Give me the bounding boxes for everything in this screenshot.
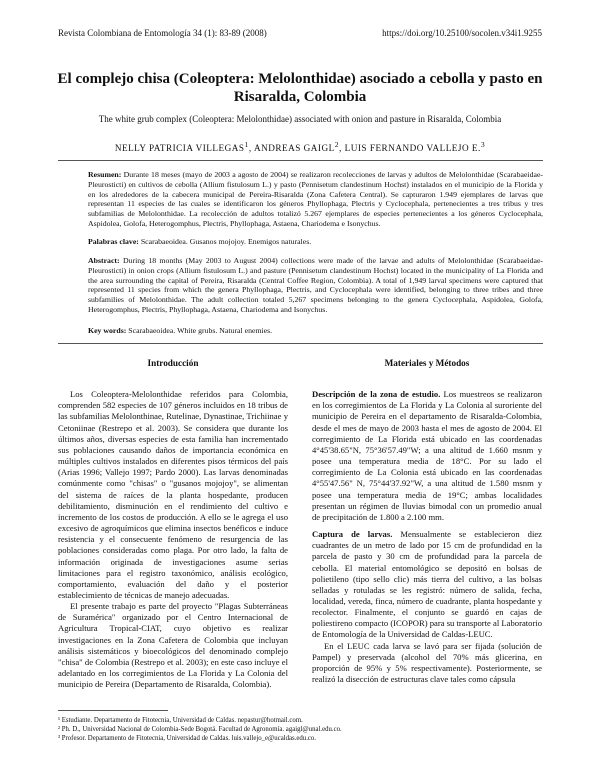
author-1: NELLY PATRICIA VILLEGAS [114,143,245,154]
journal-citation: Revista Colombiana de Entomología 34 (1): 83-89 (2008) [58,28,267,38]
study-area-text: Los muestreos se realizaron en los corregimientos de La Florida y La Colonia al suroriente del municipio de Pereira en el departamento de Risaralda-Colombia, desde el mes de mayo de 2003 hasta el mes de agosto de 2004. El corregimiento de La Florida está ubicado en las coordenadas 4°45'38.65"N, 75°36'57.49"W; a una altitud de 1.660 msnm y posee una temperatura media de 18°C. Por su lado el corregimiento de La Colonia está ubicado en las coordenadas 4°55'47.56" N, 75°44'37.92"W, a una altitud de 1.580 msnm y posee una temperatura media de 19°C; ambas localidades presentan un régimen de lluvias bimodal con un promedio anual de precipitación de 1.800 a 2.100 mm. [312,389,542,522]
larvae-capture-label: Captura de larvas. [312,529,393,540]
methods-paragraph-1 [312,389,542,523]
study-area-label: Descripción de la zona de estudio. [312,389,441,400]
intro-paragraph-1: Los Coleoptera-Melolonthidae referidos para Colombia, comprenden 582 especies de 107 géneros incluidos en 18 tribus de las subfamilias Melolonthinae, Rutelinae, Dynastinae, Trichiinae y Cetoniinae (Restrepo et al. 2003). Se considera que durante los últimos años, diversas especies de esta familia han incrementado sus poblaciones causando daños de importancia económica en múltiples cultivos instalados en diferentes pisos térmicos del país (Arias 1996; Vallejo 1997; Pardo 2000). Las larvas denominadas comúnmente como "chisas" o "gusanos mojojoy", se alimentan del sistema de raíces de la planta hospedante, producen debilitamiento, disminución en el rendimiento del cultivo e incremento de los costos de producción. A ello se le agrega el uso excesivo de agroquímicos que elimina insectos benéficos e induce resistencia y el consecuente fenómeno de resurgencia de las poblaciones consideradas como plaga. Por otro lado, la falta de información originada de investigaciones asume serias limitaciones para el registro taxonómico, análisis ecológico, comportamiento, evaluación del daño y el posterior establecimiento de técnicas de manejo adecuadas. [58,389,288,600]
keywords-label: Key words: [88,326,127,335]
keywords-text: Scarabaeoidea. White grubs. Natural enemies. [128,326,273,335]
running-header [58,28,542,38]
footnote-3: ³ Profesor. Departamento de Fitotecnia, Universidad de Caldas. luis.vallejo_e@ucaldas.edu.co. [58,735,317,743]
article-subtitle: The white grub complex (Coleoptera: Melolonthidae) associated with onion and pasture in Risaralda, Colombia [98,114,502,124]
right-column [312,358,542,685]
author-list: NELLY PATRICIA VILLEGAS$^1$, ANDREAS GAIGL$^2$, LUIS FERNANDO VALLEJO E.$^3$ [114,140,486,154]
intro-paragraph-2: El presente trabajo es parte del proyecto "Plagas Subterráneas de Suramérica" organizado por el Centro Internacional de Agricultura Tropical-CIAT, cuyo objetivo es realizar investigaciones en la Zona Cafetera de Colombia que incluyan análisis sistemáticos y bioecológicos del denominado complejo "chisa" de Colombia (Restrepo et al. 2003); en este caso incluye el adelantado en los corregimientos de La Florida y La Colonia del municipio de Pereira (Departamento de Risaralda, Colombia). [58,601,288,690]
key-words [88,326,543,336]
divider-bottom [58,343,543,344]
palabras-label: Palabras clave: [88,237,139,246]
resumen-label: Resumen: [88,170,122,179]
footnotes [58,716,543,743]
intro-heading: Introducción [147,358,199,368]
abstract-label: Abstract: [88,256,120,265]
methods-paragraph-2 [312,529,542,641]
resumen-paragraph [88,170,543,229]
methods-heading: Materiales y Métodos [384,358,470,368]
author-2-affil: 2 [334,140,340,149]
footnote-2: ² Ph. D., Universidad Nacional de Colombia-Sede Bogotá. Facultad de Agronomía. agaigl@unal.edu.co. [58,726,342,734]
doi-link[interactable]: https://doi.org/10.25100/socolen.v34i1.9255 [382,28,542,38]
author-3: LUIS FERNANDO VALLEJO E. [344,143,481,154]
palabras-clave [88,237,543,247]
author-1-affil: 1 [244,140,249,149]
footnote-rule [58,710,168,711]
footnote-1: ¹ Estudiante. Departamento de Fitotecnia, Universidad de Caldas. nepastur@hotmail.com. [58,717,303,724]
article-title: El complejo chisa (Coleoptera: Melolonthidae) asociado a cebolla y pasto en Risaralda, Colombia [57,71,543,105]
left-column [58,358,288,690]
abstract-text: During 18 months (May 2003 to August 2004) collections were made of the larvae and adults of Melolonthidae (Scarabaeidae-Pleurosticti) in onion crops (Allium fistulosum L.) and pasture (Pennisetum clandestinum Hochst) located in the municipality of La Florida and the area surrounding the capital of Pereira, Risaralda (Central Coffee Region, Colombia). A total of 1,949 larval specimens were captured that represented 11 species from which the genera Phyllophaga, Plectris, and Cyclocephala were identified, belonging to three tribes and three subfamilies of Melolonthidae. The adult collection totaled 5,267 specimens belonging to the genera Cyclocephala, Aspidolea, Golofa, Heterogomphus, Plectris, Phyllophaga, Astaena, Chariodema and Isonychus. [88,256,543,314]
palabras-text: Scarabaeoidea. Gusanos mojojoy. Enemigos naturales. [140,237,312,246]
resumen-text: Durante 18 meses (mayo de 2003 a agosto de 2004) se realizaron recolecciones de larvas y adultos de Melolonthidae (Scarabaeidae-Pleurosticti) en cultivos de cebolla (Allium fistulosum L.) y pasto (Pennisetum clandestinum Hochst) instalados en el municipio de la Florida y en los alrededores de la cabecera municipal de Pereira-Risaralda (Zona Cafetera Central). Se capturaron 1.949 ejemplares de larvas que representan 11 especies de las cuales se identificaron los géneros Phyllophaga, Plectris y Cyclocephala, pertenecientes a tres tribus y tres subfamilias de Melolonthidae. La recolección de adultos totalizó 5.267 ejemplares de especies pertenecientes a los géneros Cyclocephala, Aspidolea, Golofa, Heterogomphus, Plectris, Phyllophaga, Astaena, Chariodema e Isonychus. [88,170,544,228]
abstract-paragraph [88,256,543,315]
author-3-affil: 3 [480,140,486,149]
author-2: ANDREAS GAIGL [253,143,335,154]
divider-top [58,160,543,161]
larvae-capture-text: Mensualmente se establecieron diez cuadrantes de un metro de lado por 15 cm de profundidad en la parcela de pasto y 30 cm de profundidad para la parcela de cebolla. El material entomológico se depositó en bolsas de polietileno (tipo sello clic) más tierra del cultivo, a las bolsas selladas y rotuladas se les registró: número de salida, fecha, localidad, vereda, finca, número de cuadrante, planta hospedante y recolector. Finalmente, el conjunto se guardó en cajas de poliestireno compacto (ICOPOR) para su transporte al Laboratorio de Entomología de la Universidad de Caldas-LEUC. [312,529,542,640]
methods-paragraph-3: En el LEUC cada larva se lavó para ser fijada (solución de Pampel) y preservada (alcohol del 70% más glicerina, en proporción de 95% y 5% respectivamente). Posteriormente, se realizó la disección de estructuras clave tales como cápsula [312,640,542,685]
